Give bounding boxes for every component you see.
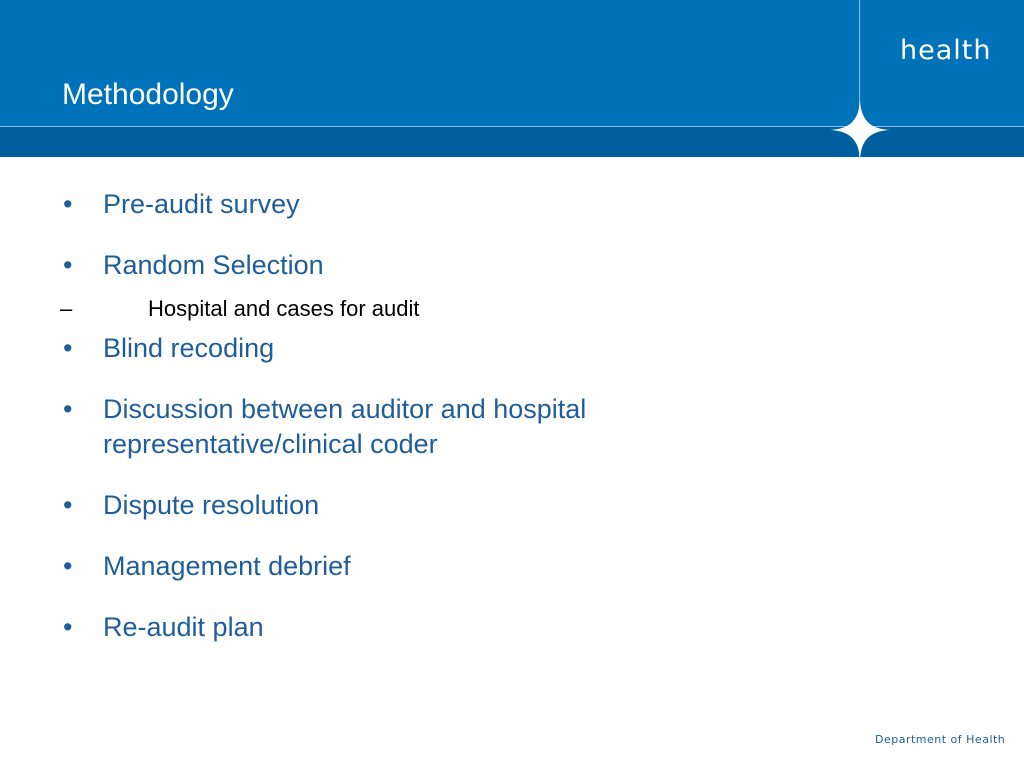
bullet-marker: • [63,490,73,520]
four-point-star-icon [830,100,890,160]
brand-wordmark: health [900,35,992,66]
bullet-marker: • [63,394,73,424]
bullet-text: Discussion between auditor and hospital representative/clinical coder [103,394,587,459]
bullet-text: Re-audit plan [103,612,264,642]
sub-bullet-marker: – [60,296,73,321]
bullet-text: Random Selection [103,250,324,280]
bullet-item [0,331,723,366]
bullet-text: Pre-audit survey [103,189,300,219]
bullet-text: Dispute resolution [103,490,320,520]
sub-bullet-item [0,295,1024,323]
bullet-item [0,488,723,523]
bullet-text: Management debrief [103,551,351,581]
bullet-marker: • [63,250,73,280]
footer-department-label: Department of Health [875,733,1006,746]
bullet-list [0,187,1024,671]
bullet-item [0,248,723,283]
bullet-marker: • [63,189,73,219]
bullet-marker: • [63,612,73,642]
bullet-item [0,610,723,645]
bullet-item [0,187,723,222]
bullet-marker: • [63,333,73,363]
bullet-item [0,392,723,462]
bullet-text: Blind recoding [103,333,275,363]
slide-title: Methodology [62,78,234,111]
bullet-item [0,549,723,584]
bullet-marker: • [63,551,73,581]
sub-bullet-text: Hospital and cases for audit [148,296,420,321]
